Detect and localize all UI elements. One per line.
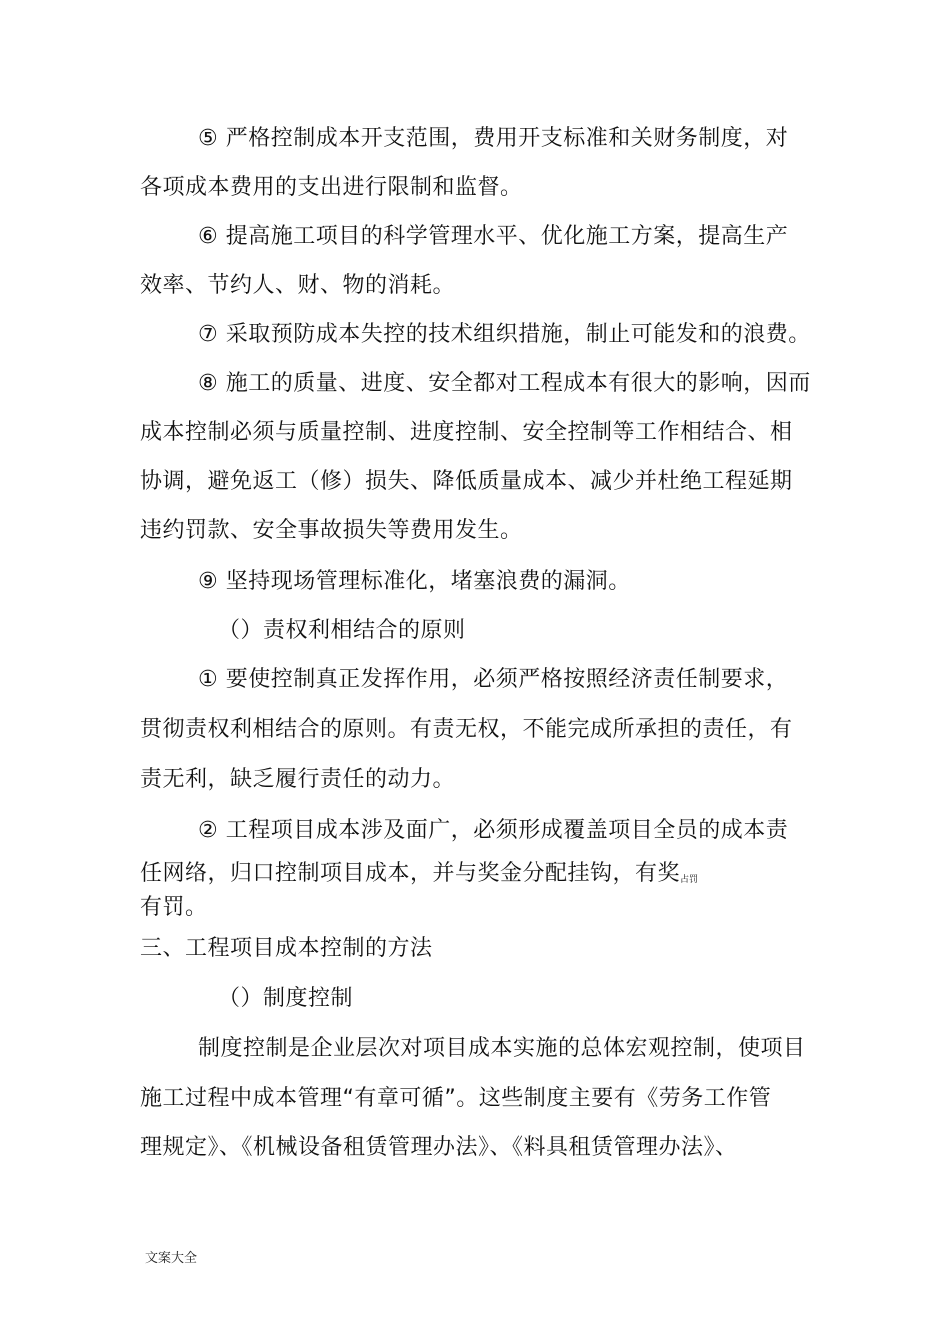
para-r1-line-3: 责无利，缺乏履行责任的动力。 [140, 767, 456, 792]
para-6-line-2: 效率、节约人、财、物的消耗。 [140, 273, 456, 298]
para-8-line-3: 协调，避免返工（修）损失、降低质量成本、减少并杜绝工程延期 [140, 469, 793, 494]
para-system-line-2: 施工过程中成本管理“有章可循”。这些制度主要有《劳务工作管 [140, 1086, 772, 1111]
para-6-line-1: ⑥ 提高施工项目的科学管理水平、优化施工方案，提高生产 [198, 224, 789, 249]
small-mark: 占罚 [680, 875, 699, 885]
section-heading-methods: 三、工程项目成本控制的方法 [140, 936, 433, 961]
para-7-line-1: ⑦ 采取预防成本失控的技术组织措施，制止可能发和的浪费。 [198, 322, 811, 347]
para-r1-line-1: ① 要使控制真正发挥作用，必须严格按照经济责任制要求， [198, 667, 789, 692]
subheading-system-control: （）制度控制 [218, 986, 354, 1011]
para-8-line-2: 成本控制必须与质量控制、进度控制、安全控制等工作相结合、相 [140, 420, 793, 445]
para-r2-line-1: ② 工程项目成本涉及面广，必须形成覆盖项目全员的成本责 [198, 818, 789, 843]
para-r1-line-2: 贯彻责权利相结合的原则。有责无权，不能完成所承担的责任，有 [140, 717, 793, 742]
para-8-line-1: ⑧ 施工的质量、进度、安全都对工程成本有很大的影响，因而 [198, 371, 811, 396]
para-r2-line-2: 任网络，归口控制项目成本，并与奖金分配挂钩，有奖 [140, 861, 681, 886]
para-r2-line-3: 有罚。 [140, 895, 208, 920]
page-footer: 文案大全 [145, 1251, 198, 1266]
para-8-line-4: 违约罚款、安全事故损失等费用发生。 [140, 518, 523, 543]
para-system-line-1: 制度控制是企业层次对项目成本实施的总体宏观控制，使项目 [198, 1036, 806, 1061]
para-r2-line-2-wrap [140, 860, 698, 894]
subheading-responsibility: （）责权利相结合的原则 [218, 618, 466, 643]
para-system-line-3: 理规定》、《机械设备租赁管理办法》、《料具租赁管理办法》、 [140, 1135, 738, 1160]
para-5-line-1: ⑤ 严格控制成本开支范围，费用开支标准和关财务制度，对 [198, 126, 789, 151]
para-5-line-2: 各项成本费用的支出进行限制和监督。 [140, 175, 523, 200]
para-9-line-1: ⑨ 坚持现场管理标准化，堵塞浪费的漏洞。 [198, 569, 631, 594]
